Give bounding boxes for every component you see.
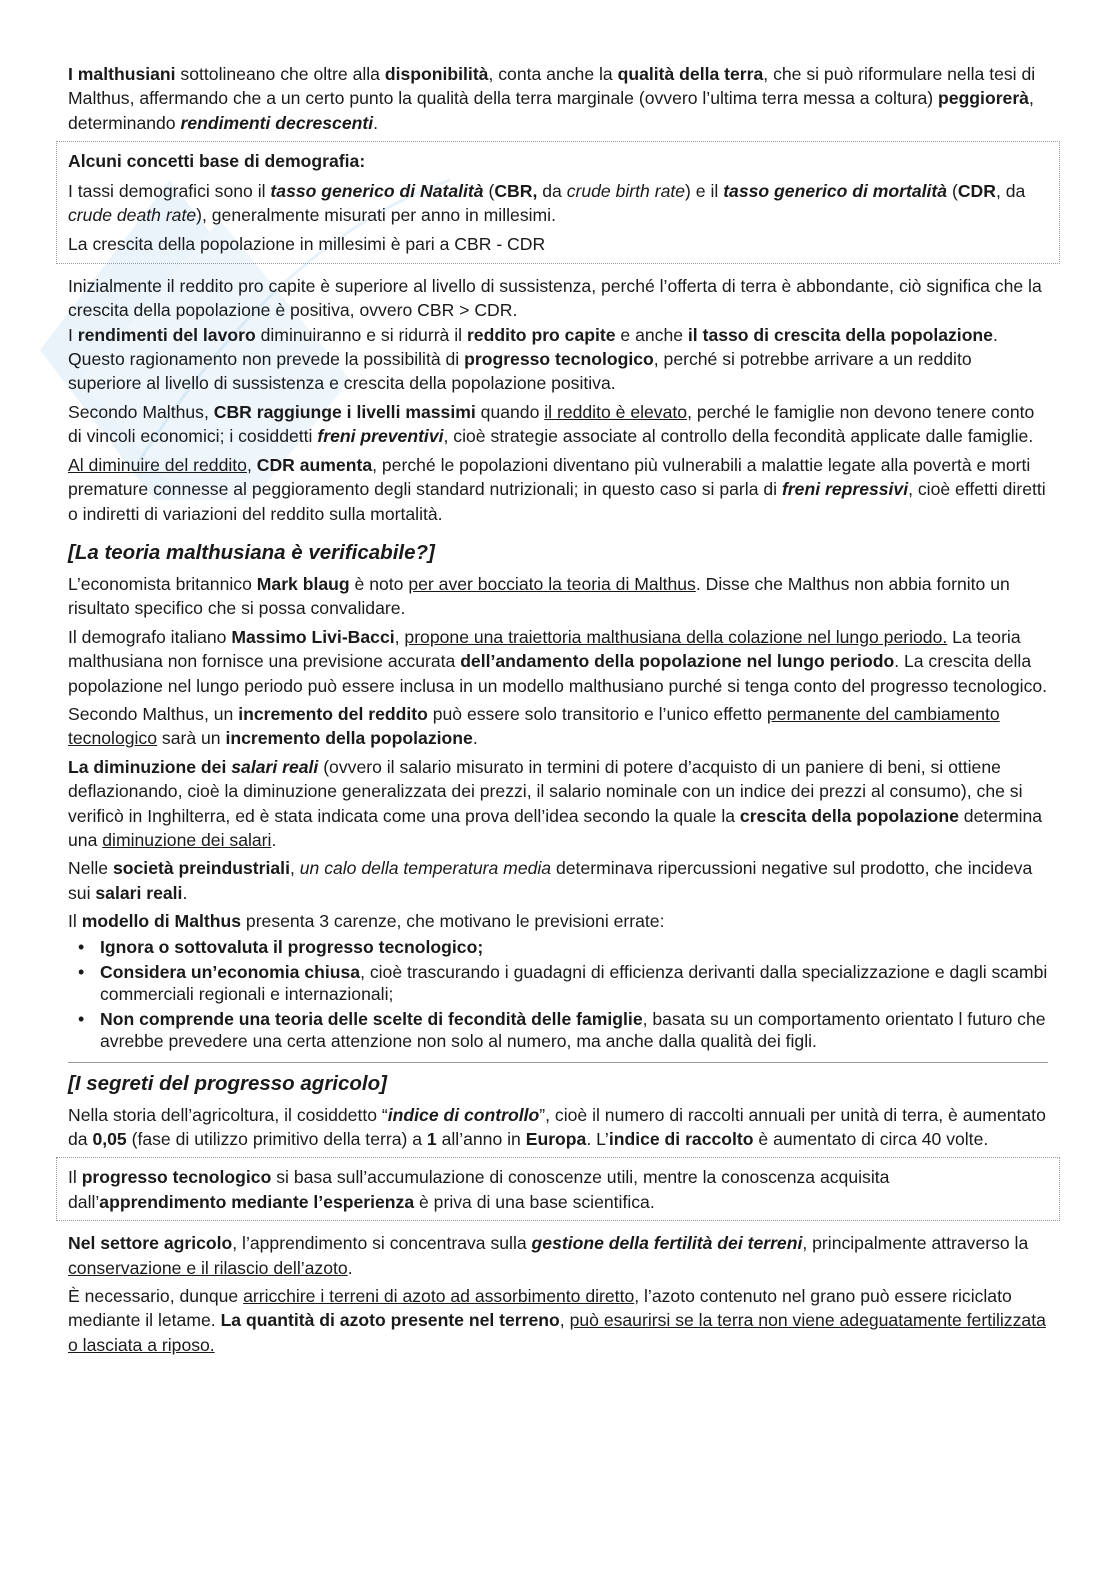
text: , principalmente attraverso la xyxy=(802,1233,1029,1254)
box-paragraph-growth: La crescita della popolazione in millesimi è pari a CBR - CDR xyxy=(68,234,546,255)
text-bold: Considera un’economia chiusa xyxy=(100,961,361,982)
text-bold: CBR, xyxy=(494,180,538,201)
text-bold: I malthusiani xyxy=(68,64,176,84)
text: quando xyxy=(475,401,545,422)
paragraph-livi-bacci xyxy=(68,625,1048,698)
text: ( xyxy=(947,180,958,201)
text-underlined: per aver bocciato la teoria di Malthus xyxy=(408,573,696,594)
text: Il xyxy=(68,1167,82,1188)
paragraph-returns xyxy=(68,323,1048,347)
text-bold: La quantità di azoto presente nel terreno xyxy=(220,1310,560,1331)
text: Nella storia dell’agricoltura, il cosiddetto “ xyxy=(68,1104,388,1125)
box-title-text: Alcuni concetti base di demografia: xyxy=(68,151,366,172)
text: si basa sull’accumulazione di conoscenze utili, mentre la conoscenza acquisita dall’ xyxy=(68,1167,890,1212)
text-underlined: conservazione e il rilascio dell’azoto xyxy=(68,1257,348,1278)
text: , da xyxy=(995,180,1026,201)
text-bold: incremento del reddito xyxy=(238,703,428,724)
text: , conta anche la xyxy=(488,64,618,84)
text-bold: rendimenti del lavoro xyxy=(77,324,256,345)
text: determina una xyxy=(68,805,1043,850)
box-title xyxy=(68,149,1048,173)
text: Inizialmente il reddito pro capite è superiore al livello di sussistenza, perché l’offerta di terra è abbondante, ciò significa che la crescita della popolazione è positiva, ovvero CBR > CDR. xyxy=(68,275,1042,321)
text: , l’azoto contenuto nel grano può essere riciclato mediante il letame. xyxy=(68,1286,1012,1331)
list-item xyxy=(100,961,1048,1005)
text: , cioè trascurando i guadagni di efficienza derivanti dalla specializzazione e dagli scambi commerciali regionali e internazionali; xyxy=(100,961,1048,1004)
box-paragraph-rates xyxy=(68,179,1048,228)
text: può essere solo transitorio e l’unico effetto xyxy=(427,703,767,724)
paragraph-tech-progress xyxy=(68,347,1048,396)
paragraph-income xyxy=(68,274,1048,323)
text-bold: crescita della popolazione xyxy=(739,805,959,826)
text-bold: 1 xyxy=(426,1129,437,1149)
text-bold: CBR raggiunge i livelli massimi xyxy=(213,401,476,422)
text-bold-italic: salari reali xyxy=(231,756,319,777)
paragraph-blaug xyxy=(68,572,1048,621)
text: L’economista britannico xyxy=(68,573,257,594)
paragraph-nitrogen xyxy=(68,1284,1048,1357)
text-bold: Non comprende una teoria delle scelte di fecondità delle famiglie xyxy=(100,1008,643,1029)
text: ( xyxy=(483,180,495,201)
text: , xyxy=(246,454,257,475)
text: , cioè strategie associate al controllo della fecondità applicate dalle famiglie. xyxy=(443,426,1034,447)
text-underlined: Al diminuire del reddito xyxy=(68,454,247,475)
text-bold: il tasso di crescita della popolazione xyxy=(687,324,993,345)
text: e anche xyxy=(615,324,688,345)
text: sottolineano che oltre alla xyxy=(175,64,385,84)
text: Nelle xyxy=(68,858,113,879)
text-bold: Massimo Livi-Bacci xyxy=(231,626,395,647)
text: , perché le famiglie non devono tenere conto di vincoli economici; i cosiddetti xyxy=(68,401,1035,447)
text: è priva di una base scientifica. xyxy=(414,1191,655,1212)
text: , xyxy=(394,626,405,647)
text: all’anno in xyxy=(436,1129,526,1149)
flaws-list xyxy=(68,936,1048,1052)
text: Questo ragionamento non prevede la possibilità di xyxy=(68,349,465,370)
text-bold-italic: tasso generico di mortalità xyxy=(723,180,948,201)
text-bold: società preindustriali xyxy=(112,858,290,879)
text-bold: reddito pro capite xyxy=(466,324,616,345)
text-bold: qualità della terra xyxy=(617,64,764,84)
text-bold: apprendimento mediante l’esperienza xyxy=(99,1191,415,1212)
text: Il demografo italiano xyxy=(68,626,232,647)
text: diminuiranno e si ridurrà il xyxy=(255,324,467,345)
text: presenta 3 carenze, che motivano le previsioni errate: xyxy=(241,911,665,932)
paragraph-malthusiani xyxy=(68,62,1048,135)
text-bold: Mark blaug xyxy=(256,573,350,594)
text-underlined: diminuzione dei salari xyxy=(102,829,272,850)
text: . xyxy=(472,728,478,749)
section-heading-agricultural-progress: [I segreti del progresso agricolo] xyxy=(68,1071,387,1095)
text: ) e il xyxy=(685,180,724,201)
text-underlined: permanente del cambiamento tecnologico xyxy=(68,703,1000,749)
text-bold-italic: tasso generico di Natalità xyxy=(270,180,484,201)
paragraph-cdr xyxy=(68,453,1048,526)
text: Secondo Malthus, xyxy=(68,401,214,422)
text-bold: disponibilità xyxy=(384,64,489,84)
text-underlined: arricchire i terreni di azoto ad assorbimento diretto xyxy=(243,1286,635,1307)
text: , cioè effetti diretti o indiretti di variazioni del reddito sulla mortalità. xyxy=(68,479,1046,524)
text: , basata su un comportamento orientato l futuro che avrebbe prevedere una certa attenzione non solo al numero, ma anche dalla qualità dei figli. xyxy=(100,1008,1046,1051)
text-underlined: propone una traiettoria malthusiana della colazione nel lungo periodo. xyxy=(404,626,948,647)
text-bold: Nel settore agricolo xyxy=(68,1233,233,1254)
text-bold: salari reali xyxy=(95,882,183,903)
text: , xyxy=(559,1310,570,1331)
text-bold: Ignora o sottovaluta il progresso tecnologico; xyxy=(100,936,484,957)
text: I tassi demografici sono il xyxy=(68,180,271,201)
paragraph-model-flaws xyxy=(68,909,1048,933)
paragraph-agricultural-sector xyxy=(68,1231,1048,1280)
text: è noto xyxy=(349,573,409,594)
text: , l’apprendimento si concentrava sulla xyxy=(232,1233,532,1254)
text: . xyxy=(182,882,188,903)
text: (fase di utilizzo primitivo della terra) a xyxy=(126,1129,427,1149)
document-body xyxy=(68,62,1048,1361)
text-bold-italic: freni preventivi xyxy=(317,426,444,447)
text-bold: progresso tecnologico xyxy=(464,349,654,370)
text: ”, cioè il numero di raccolti annuali per unità di terra, è aumentato da xyxy=(68,1104,1046,1149)
paragraph-real-wages xyxy=(68,755,1048,853)
paragraph-preindustrial xyxy=(68,856,1048,905)
text-bold: peggiorerà xyxy=(938,88,1029,109)
text: da xyxy=(537,180,567,201)
text: Il xyxy=(68,911,82,932)
section-heading-verifiable: [La teoria malthusiana è verificabile?] xyxy=(68,540,435,564)
text-bold: modello di Malthus xyxy=(81,911,242,932)
text: è aumentato di circa 40 volte. xyxy=(753,1129,989,1149)
text-bold-italic: freni repressivi xyxy=(781,479,909,500)
text-bold: incremento della popolazione xyxy=(225,728,473,749)
text: , xyxy=(289,858,300,879)
text: sarà un xyxy=(157,728,226,749)
text: I xyxy=(68,324,78,345)
text-bold: Europa xyxy=(525,1129,587,1149)
text-bold: indice di raccolto xyxy=(608,1129,754,1149)
list-item xyxy=(100,936,1048,958)
text-italic: crude death rate xyxy=(68,205,197,226)
text: . La crescita della popolazione nel lungo periodo può essere inclusa in un modello malthusiano purché si tenga conto del progresso tecnologico. xyxy=(68,651,1048,696)
text: La teoria malthusiana non fornisce una previsione accurata xyxy=(68,626,1021,672)
text-bold-italic: indice di controllo xyxy=(387,1104,540,1125)
text-bold: La diminuzione dei xyxy=(68,756,232,777)
text: È necessario, dunque xyxy=(68,1286,244,1307)
text: , perché si potrebbe arrivare a un reddito superiore al livello di sussistenza e crescita della popolazione positiva. xyxy=(68,349,972,394)
text-bold-italic: rendimenti decrescenti xyxy=(180,112,374,133)
text: (ovvero il salario misurato in termini di potere d’acquisto di un paniere di beni, si ottiene deflazionando, cioè la diminuzione generalizzata dei prezzi, il salario nominale con un indice dei prezzi al consumo), che si verificò in Inghilterra, ed è stata indicata come una prova dell’idea secondo la quale la xyxy=(68,756,1023,826)
text-bold-italic: gestione della fertilità dei terreni xyxy=(531,1233,803,1254)
text: . xyxy=(992,324,998,345)
box-paragraph-knowledge xyxy=(68,1165,1048,1214)
text: . xyxy=(271,829,277,850)
text: . xyxy=(373,112,378,133)
text-bold: 0,05 xyxy=(92,1129,127,1149)
text-underlined: può esaurirsi se la terra non viene adeguatamente fertilizzata o lasciata a riposo. xyxy=(68,1310,1046,1355)
text: . L’ xyxy=(586,1129,609,1149)
text-bold: CDR aumenta xyxy=(256,454,373,475)
text-bold: progresso tecnologico xyxy=(81,1167,272,1188)
text: . Disse che Malthus non abbia fornito un risultato specifico che si possa convalidare. xyxy=(68,573,1010,619)
paragraph-control-index xyxy=(68,1103,1048,1152)
text: , perché le popolazioni diventano più vulnerabili a malattie legate alla povertà e morti premature connesse al peggioramento degli standard nutrizionali; in questo caso si parla di xyxy=(68,454,1031,500)
tech-progress-box xyxy=(56,1157,1060,1221)
text: determinava ripercussioni negative sul prodotto, che incideva sui xyxy=(68,858,1033,903)
list-item xyxy=(100,1008,1048,1052)
text: , che si può riformulare nella tesi di Malthus, affermando che a un certo punto la qualità della terra marginale (ovvero l’ultima terra messa a coltura) xyxy=(68,64,1036,109)
paragraph-cbr xyxy=(68,400,1048,449)
text-bold: CDR xyxy=(957,180,996,201)
section-divider xyxy=(68,1062,1048,1063)
text: ), generalmente misurati per anno in millesimi. xyxy=(196,205,556,226)
paragraph-income-increase xyxy=(68,702,1048,751)
text: Secondo Malthus, un xyxy=(68,703,239,724)
text-italic: crude birth rate xyxy=(566,180,686,201)
text-italic: un calo della temperatura media xyxy=(299,858,552,879)
text-underlined: il reddito è elevato xyxy=(544,401,688,422)
text: , determinando xyxy=(68,88,1034,133)
text: . xyxy=(347,1257,353,1278)
demography-concepts-box xyxy=(56,141,1060,264)
text-bold: dell’andamento della popolazione nel lungo periodo xyxy=(460,651,895,672)
